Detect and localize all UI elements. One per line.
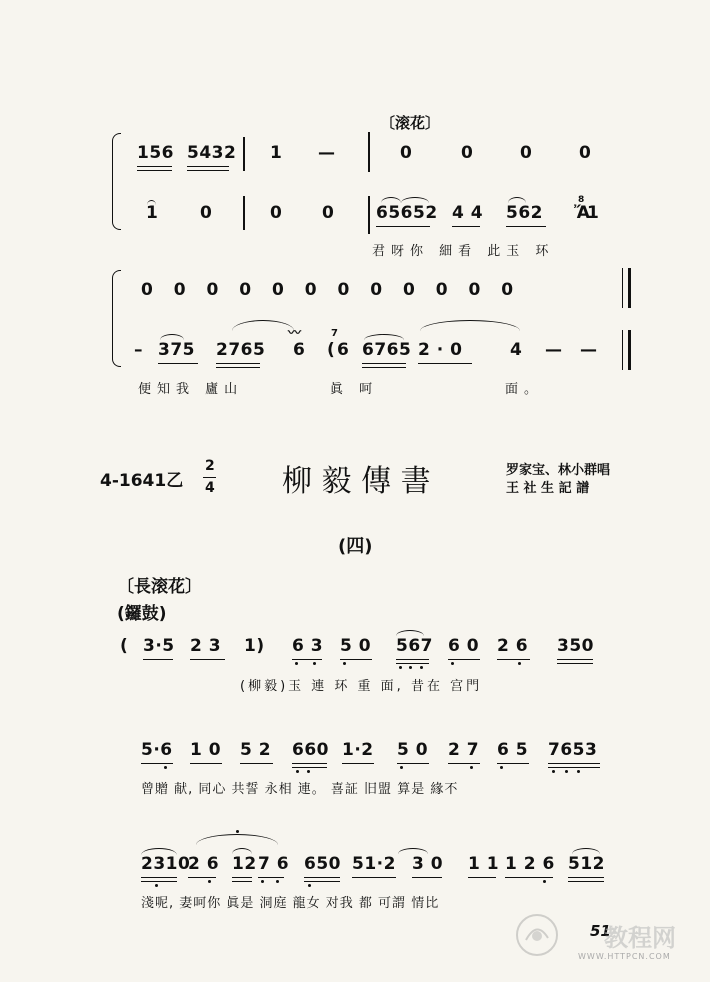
note-group: 0 [579,143,592,163]
beam [448,763,480,764]
section-sublabel: (鑼鼓) [117,604,167,624]
note-group: 6 3 [292,636,324,656]
note-group: – [134,340,143,360]
octave-dot [308,884,311,887]
note-group: 0 [322,203,335,223]
note-group: 5432 [187,143,237,163]
beam [137,170,172,171]
octave-dot [164,766,167,769]
octave-dot [208,880,211,883]
note-group: 660 [292,740,329,760]
slur-mark [196,834,278,845]
lyrics-line: (柳毅)玉 連 环 重 面, 昔在 宫門 [240,679,483,694]
note-group: 567 [396,636,433,656]
barline [368,196,370,234]
note-group: 375 [158,340,195,360]
lyrics-line: 眞 呵 [330,382,379,397]
note-group: 7 6 [258,854,290,874]
note-group: 1 [587,203,600,223]
note-group: 7653 [548,740,598,760]
performer-credit: 罗家宝、林小群唱 [506,463,611,478]
note-group: 2 6 [188,854,220,874]
beam [232,877,252,878]
beam [506,226,546,227]
note-group: 2 3 [190,636,222,656]
double-barline [622,268,631,308]
note-group: — [545,340,563,360]
barline [243,196,245,230]
beam [141,763,173,764]
beam [557,663,593,664]
piece-title: 柳 毅 傳 書 [282,464,431,499]
catalog-number: 4-1641乙 [100,471,184,491]
note-group: 650 [304,854,341,874]
note-group: 6 [337,340,350,360]
double-barline [622,330,631,370]
note-group: 1 [270,143,283,163]
note-group: 6 [293,340,306,360]
note-group: — [318,143,336,163]
beam [292,659,322,660]
note-group: 5·6 [141,740,173,760]
note-group: 1) [244,636,265,656]
note-group: 5 0 [340,636,372,656]
octave-dot [552,770,555,773]
beam [342,763,374,764]
octave-dot [500,766,503,769]
note-group: 1 0 [190,740,222,760]
tremolo-mark: 〰 [288,326,302,341]
beam [158,363,198,364]
beam [292,767,327,768]
beam [340,659,372,660]
beam [468,877,496,878]
octave-dot [276,880,279,883]
system-brace-1 [112,133,121,230]
octave-dot [155,884,158,887]
beam [258,877,284,878]
fermata-dot [236,830,239,833]
grace-note: 7 [331,328,338,339]
note-group: 562 [506,203,543,223]
time-signature-numerator: 2 [205,458,215,474]
beam [143,659,173,660]
note-group: 3 0 [412,854,444,874]
octave-dot [400,766,403,769]
beam [362,363,406,364]
note-group: 512 [568,854,605,874]
octave-dot [518,662,521,665]
octave-dot [470,766,473,769]
beam [304,877,340,878]
note-group: 4 [510,340,523,360]
rest-sequence: 0 0 0 0 0 0 0 0 0 0 0 0 [141,280,514,300]
beam [396,663,429,664]
grace-note: 8 [578,195,585,205]
time-signature-denominator: 4 [205,480,215,496]
octave-dot [296,770,299,773]
note-group: Ἄ [574,203,591,223]
note-group: 0 [270,203,283,223]
barline [368,132,370,172]
section-label: 〔長滚花〕 [117,577,202,597]
slur-mark [420,320,520,331]
section-label-top: 〔滚花〕 [380,114,441,132]
beam [412,877,442,878]
lyrics-line: 面。 [505,382,544,397]
beam [187,170,229,171]
note-group: 12 [232,854,257,874]
lyrics-line: 便知我 廬山 [138,382,244,397]
beam [141,881,177,882]
slur-mark [232,320,294,331]
beam [137,166,172,167]
beam [448,659,480,660]
octave-dot [313,662,316,665]
note-group: 1 1 [468,854,500,874]
note-group: 350 [557,636,594,656]
note-group: 1 2 6 [505,854,555,874]
note-group: 0 [520,143,533,163]
note-group: 2 6 [497,636,529,656]
beam [362,367,406,368]
beam [292,763,327,764]
note-group: 2 7 [448,740,480,760]
barline [243,137,245,171]
octave-dot [307,770,310,773]
beam [396,659,429,660]
beam [557,659,593,660]
watermark-logo-icon [514,912,560,958]
octave-dot [543,880,546,883]
beam [216,363,260,364]
note-group: ( [327,340,336,360]
note-group: 6 5 [497,740,529,760]
note-group: 2310 [141,854,191,874]
octave-dot [577,770,580,773]
time-signature-line [203,477,216,478]
octave-dot [451,662,454,665]
beam [418,363,472,364]
note-group: 5 2 [240,740,272,760]
beam [497,763,529,764]
note-group: 3·5 [143,636,175,656]
octave-dot [295,662,298,665]
beam [240,763,273,764]
beam [497,659,530,660]
lyrics-line: 曾贈 献, 同心 共誓 永相 連。 喜証 旧盟 算是 緣不 [141,782,459,797]
note-group: 156 [137,143,174,163]
transcriber-credit: 王 社 生 記 譜 [506,481,590,496]
note-group: ( [120,636,129,656]
note-group: 2 · 0 [418,340,463,360]
note-group: 1·2 [342,740,374,760]
note-group: 65652 [376,203,438,223]
beam [216,367,260,368]
note-group: 0 [461,143,474,163]
note-group: 0 [200,203,213,223]
note-group: 2765 [216,340,266,360]
note-group: 4 4 [452,203,484,223]
beam [548,767,600,768]
beam [141,877,177,878]
section-number: (四) [338,536,373,557]
beam [548,763,600,764]
note-group: 5 0 [397,740,429,760]
octave-dot [261,880,264,883]
beam [376,226,430,227]
watermark-text: 教程网 [604,924,676,952]
beam [352,877,396,878]
beam [452,226,480,227]
note-group: 6 0 [448,636,480,656]
octave-dot [565,770,568,773]
beam [187,166,229,167]
system-brace-2 [112,270,121,367]
lyrics-line: 君呀你 細看 此玉 环 [372,244,555,259]
octave-dot [399,666,402,669]
octave-dot [420,666,423,669]
beam [568,881,604,882]
beam [190,659,225,660]
beam [397,763,429,764]
beam [188,877,216,878]
watermark-url: WWW.HTTPCN.COM [578,952,671,961]
lyrics-line: 淺呢, 妻呵你 眞是 洞庭 龍女 对我 都 可謂 情比 [141,896,440,911]
octave-dot [409,666,412,669]
note-group: — [580,340,598,360]
beam [568,877,604,878]
note-group: 6765 [362,340,412,360]
beam [304,881,340,882]
beam [190,763,222,764]
beam [232,881,252,882]
note-group: 0 [400,143,413,163]
beam [505,877,553,878]
note-group: 51·2 [352,854,396,874]
note-group: 1 [146,203,159,223]
page-number: 51 [590,922,611,940]
octave-dot [343,662,346,665]
